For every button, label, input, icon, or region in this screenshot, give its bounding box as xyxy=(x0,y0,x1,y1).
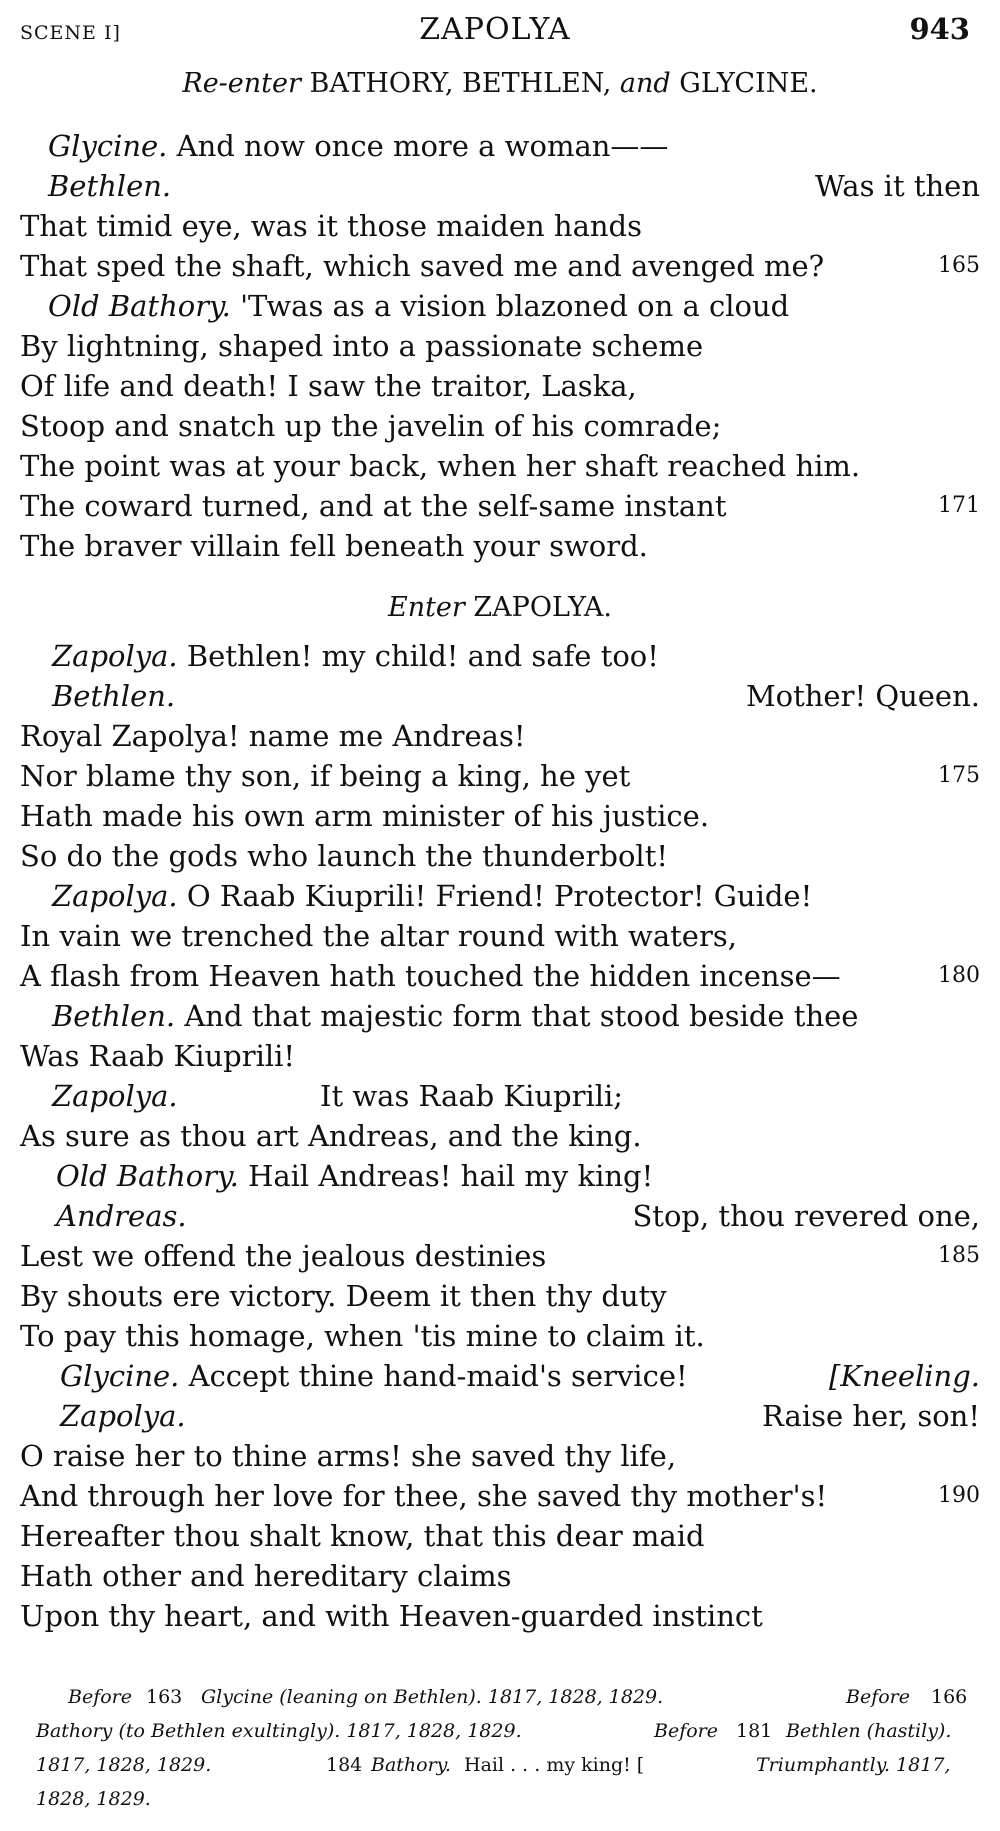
verse-line xyxy=(20,1396,980,1436)
speaker-name: Old Bathory. xyxy=(48,289,231,323)
line-text: It was Raab Kiuprili; xyxy=(320,1079,624,1113)
verse-line xyxy=(20,1156,980,1196)
line-text: Nor blame thy son, if being a king, he yet xyxy=(20,759,631,793)
line-text: Of life and death! I saw the traitor, Laska, xyxy=(20,369,637,403)
speaker-name: Zapolya. xyxy=(52,879,178,913)
line-text: Lest we offend the jealous destinies xyxy=(20,1239,547,1273)
line-text: Hath other and hereditary claims xyxy=(20,1559,512,1593)
verse-line xyxy=(20,1076,980,1116)
running-header xyxy=(20,12,970,52)
line-text: 'Twas as a vision blazoned on a cloud xyxy=(240,289,790,323)
verse-line xyxy=(20,956,980,996)
verse-line xyxy=(20,1596,980,1636)
speaker-name: Zapolya. xyxy=(52,639,178,673)
line-text: Hereafter thou shalt know, that this dear maid xyxy=(20,1519,705,1553)
line-number: 185 xyxy=(938,1243,980,1268)
speaker-name: Bethlen. xyxy=(52,679,176,713)
verse-line xyxy=(20,406,980,446)
verse-line xyxy=(20,1236,980,1276)
footnote-line: 1828, 1829. xyxy=(36,1788,151,1810)
verse-block xyxy=(20,126,980,1636)
line-number: 190 xyxy=(938,1483,980,1508)
line-text: Stoop and snatch up the javelin of his comrade; xyxy=(20,409,722,443)
verse-line xyxy=(20,1556,980,1596)
line-text: Hail Andreas! hail my king! xyxy=(248,1159,654,1193)
line-number: 180 xyxy=(938,963,980,988)
scene-label: SCENE I] xyxy=(20,22,121,44)
verse-line xyxy=(20,1436,980,1476)
verse-line xyxy=(20,486,980,526)
line-text: Stop, thou revered one, xyxy=(632,1199,980,1233)
line-text: Upon thy heart, and with Heaven-guarded instinct xyxy=(20,1599,763,1633)
verse-line xyxy=(20,286,980,326)
verse-line xyxy=(20,1516,980,1556)
verse-line xyxy=(20,446,980,486)
verse-line xyxy=(20,876,980,916)
speaker-name: Zapolya. xyxy=(52,1079,178,1113)
line-text: The braver villain fell beneath your sword. xyxy=(20,529,648,563)
line-text: The point was at your back, when her shaft reached him. xyxy=(20,449,861,483)
verse-line xyxy=(20,716,980,756)
verse-line xyxy=(20,996,980,1036)
line-text: Hath made his own arm minister of his justice. xyxy=(20,799,710,833)
speaker-name: Bethlen. xyxy=(52,999,176,1033)
verse-line xyxy=(20,1276,980,1316)
page-title: ZAPOLYA xyxy=(419,12,571,47)
verse-line xyxy=(20,836,980,876)
verse-line xyxy=(20,206,980,246)
speaker-name: Zapolya. xyxy=(60,1399,186,1433)
verse-line xyxy=(20,1316,980,1356)
footnote-line: Bathory (to Bethlen exultingly). 1817, 1828, 1829. Before 181 Bethlen (hastily). xyxy=(36,1720,952,1742)
line-text: Raise her, son! xyxy=(762,1399,980,1433)
page-number: 943 xyxy=(909,12,970,46)
verse-line xyxy=(20,1116,980,1156)
line-number: 165 xyxy=(938,253,980,278)
verse-line xyxy=(20,1476,980,1516)
line-text: As sure as thou art Andreas, and the king. xyxy=(20,1119,642,1153)
line-text: That timid eye, was it those maiden hands xyxy=(20,209,642,243)
line-text: O raise her to thine arms! she saved thy life, xyxy=(20,1439,677,1473)
line-number: 175 xyxy=(938,763,980,788)
line-text: Was Raab Kiuprili! xyxy=(20,1039,296,1073)
speaker-name: Glycine. xyxy=(48,129,168,163)
line-text: And that majestic form that stood beside thee xyxy=(184,999,859,1033)
verse-line xyxy=(20,796,980,836)
line-text: That sped the shaft, which saved me and avenged me? xyxy=(20,249,825,283)
line-text: And through her love for thee, she saved thy mother's! xyxy=(20,1479,828,1513)
speaker-name: Andreas. xyxy=(56,1199,187,1233)
line-text: Royal Zapolya! name me Andreas! xyxy=(20,719,526,753)
line-text: Bethlen! my child! and safe too! xyxy=(186,639,659,673)
line-text: And now once more a woman—— xyxy=(176,129,669,163)
line-text: Mother! Queen. xyxy=(745,679,980,713)
line-text: Accept thine hand-maid's service! xyxy=(188,1359,688,1393)
verse-line xyxy=(20,326,980,366)
line-text: By shouts ere victory. Deem it then thy duty xyxy=(20,1279,667,1313)
stage-direction-enter: Enter ZAPOLYA. xyxy=(387,592,612,623)
line-text: In vain we trenched the altar round with waters, xyxy=(20,919,737,953)
footnotes xyxy=(36,1680,966,1816)
line-text: A flash from Heaven hath touched the hidden incense— xyxy=(20,959,841,993)
verse-line xyxy=(20,126,980,166)
line-text: So do the gods who launch the thunderbolt! xyxy=(20,839,669,873)
verse-line xyxy=(20,166,980,206)
line-text: The coward turned, and at the self-same instant xyxy=(20,489,727,523)
speaker-name: Glycine. xyxy=(60,1359,180,1393)
speaker-name: Old Bathory. xyxy=(56,1159,239,1193)
line-text: Was it then xyxy=(815,169,980,203)
verse-line xyxy=(20,636,980,676)
stage-direction-reenter: Re-enter BATHORY, BETHLEN, and GLYCINE. xyxy=(182,68,818,99)
line-text: To pay this homage, when 'tis mine to claim it. xyxy=(20,1319,705,1353)
verse-line xyxy=(20,1196,980,1236)
verse-line xyxy=(20,1036,980,1076)
line-text: By lightning, shaped into a passionate scheme xyxy=(20,329,704,363)
verse-line xyxy=(20,756,980,796)
verse-line xyxy=(20,1356,980,1396)
footnote-line: Before 163 Glycine (leaning on Bethlen). 1817, 1828, 1829. Before 166 xyxy=(68,1686,968,1708)
footnote-line: 1817, 1828, 1829. 184 Bathory. Hail . . . my king! [ Triumphantly. 1817, xyxy=(36,1754,951,1776)
verse-line xyxy=(20,246,980,286)
line-number: 171 xyxy=(938,493,980,518)
verse-line xyxy=(20,676,980,716)
verse-line xyxy=(20,366,980,406)
line-text: O Raab Kiuprili! Friend! Protector! Guide! xyxy=(186,879,813,913)
verse-line xyxy=(20,526,980,566)
stage-direction-inline: [Kneeling. xyxy=(829,1359,980,1393)
speaker-name: Bethlen. xyxy=(48,169,172,203)
verse-line xyxy=(20,916,980,956)
